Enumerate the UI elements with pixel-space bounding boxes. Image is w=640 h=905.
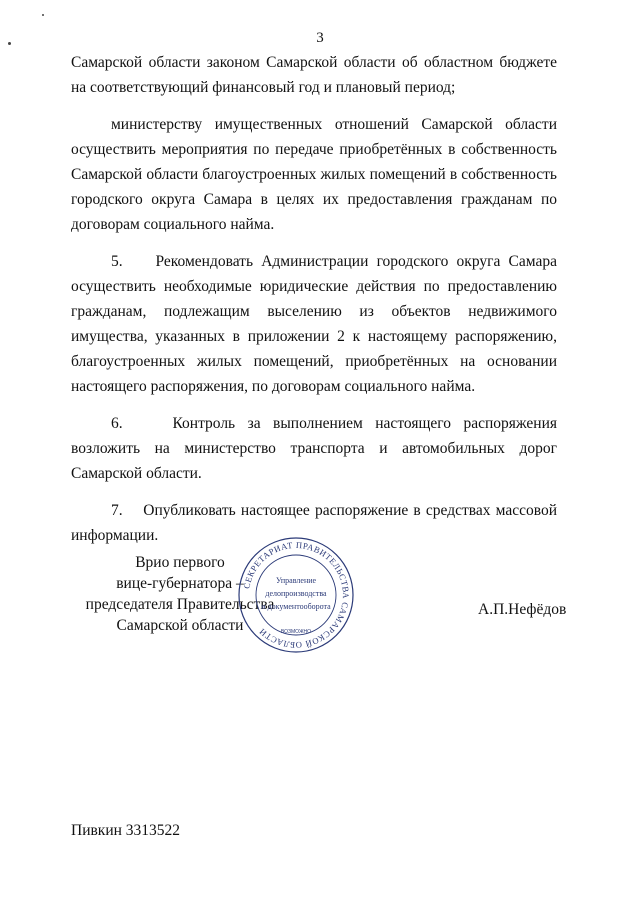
document-body: [71, 50, 557, 560]
paragraph-item-6: 6. Контроль за выполнением настоящего распоряжения возложить на министерство транспорта и автомобильных дорог Самарской области.: [71, 415, 557, 482]
official-stamp: [236, 535, 356, 655]
signatory-position-line: председателя Правительства: [85, 596, 275, 613]
scan-speck: [42, 14, 44, 16]
stamp-center-line: и документооборота: [261, 602, 331, 611]
paragraph-item-7: 7. Опубликовать настоящее распоряжение в средствах массовой информации.: [71, 502, 557, 544]
stamp-bottom-text: ВОЗМОЖНО: [280, 629, 312, 635]
stamp-center-line: делопроизводства: [265, 589, 327, 598]
document-footer-author: Пивкин 3313522: [71, 822, 181, 839]
signatory-position-line: Врио первого: [135, 554, 225, 571]
signatory-name: А.П.Нефёдов: [478, 601, 567, 618]
paragraph-ministry: министерству имущественных отношений Самарской области осуществить мероприятия по передаче приобретённых в собственность Самарской области благоустроенных жилых помещений в собственность городского округа Самара в целях их предоставления гражданам по договорам социального найма.: [71, 116, 557, 233]
signatory-position-line: вице-губернатора –: [116, 575, 244, 592]
stamp-center-line: Управление: [275, 576, 317, 585]
signatory-position-line: Самарской области: [116, 617, 244, 634]
paragraph-continuation: Самарской области законом Самарской области об областном бюджете на соответствующий финансовый год и плановый период;: [71, 54, 557, 96]
stamp-ring-text: СЕКРЕТАРИАТ ПРАВИТЕЛЬСТВА САМАРСКОЙ ОБЛАСТИ: [241, 539, 352, 651]
paragraph-item-5: 5. Рекомендовать Администрации городского округа Самара осуществить необходимые юридические действия по предоставлению гражданам, подлежащим выселению из объектов недвижимого имущества, указанных в приложении 2 к настоящему распоряжению, благоустроенных жилых помещений, приобретённых на основании настоящего распоряжения, по договорам социального найма.: [71, 253, 557, 395]
page-number: 3: [316, 30, 324, 46]
